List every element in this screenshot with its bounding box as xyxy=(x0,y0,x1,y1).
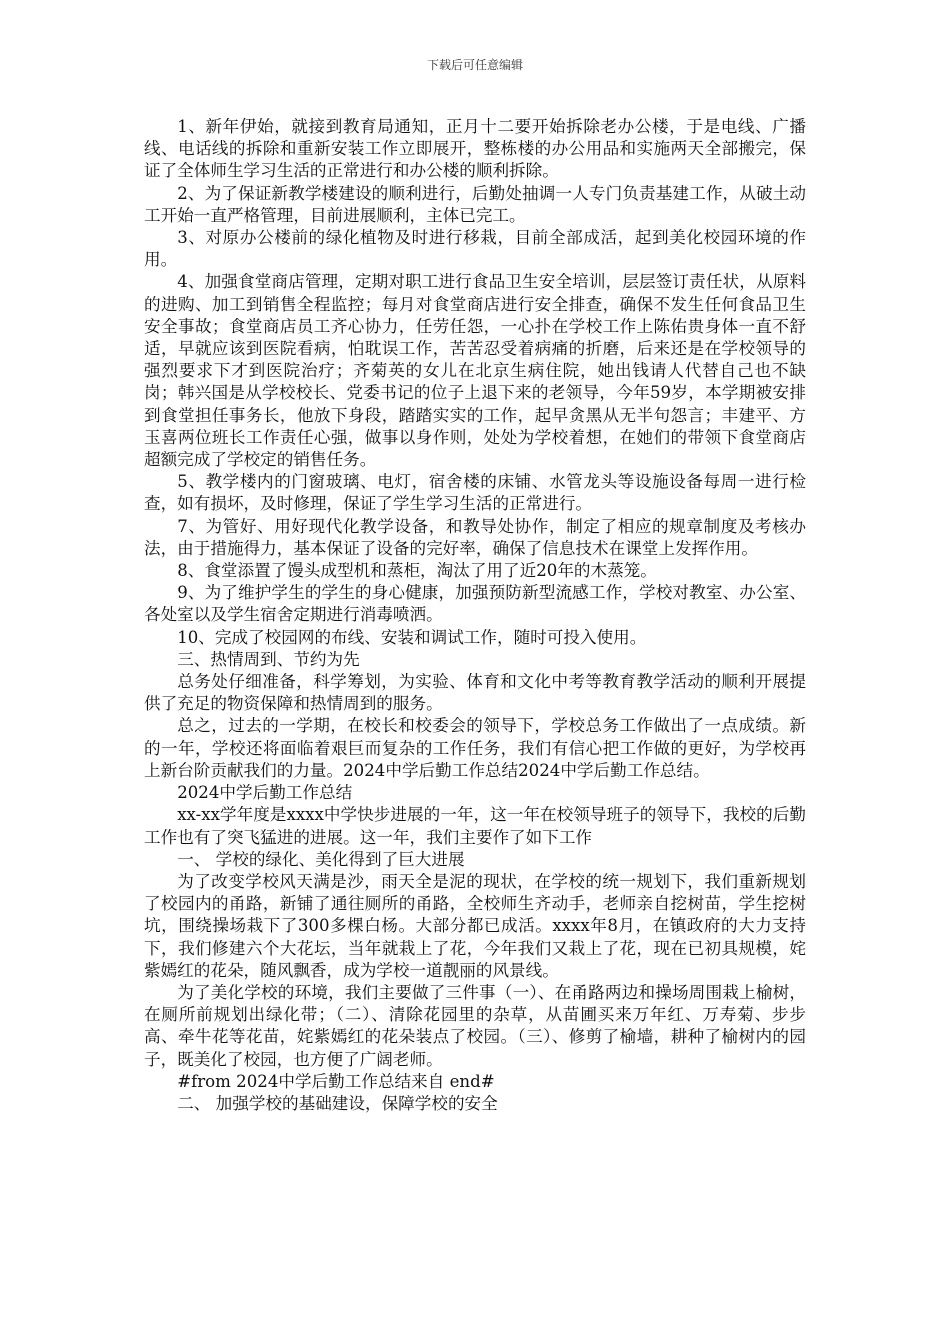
paragraph-conclusion: 总之，过去的一学期，在校长和校委会的领导下，学校总务工作做出了一点成绩。新的一年，学校还将面临着艰巨而复杂的工作任务，我们有信心把工作做的更好，为学校再上新台阶贡献我们的力量。2024中学后勤工作总结2024中学后勤工作总结。 xyxy=(144,716,806,780)
paragraph-item-10: 10、完成了校园网的布线、安装和调试工作，随时可投入使用。 xyxy=(177,627,647,647)
paragraph-item-5: 5、教学楼内的门窗玻璃、电灯，宿舍楼的床铺、水管龙头等设施设备每周一进行检查，如有损坏，及时修理，保证了学生学习生活的正常进行。 xyxy=(144,472,806,514)
source-marker: #from 2024中学后勤工作总结来自 end# xyxy=(177,1071,495,1091)
paragraph-item-8: 8、食堂添置了馒头成型机和蒸柜，淘汰了用了近20年的木蒸笼。 xyxy=(177,561,657,581)
page-header-note: 下载后可任意编辑 xyxy=(426,58,523,72)
paragraph-item-2: 2、为了保证新教学楼建设的顺利进行，后勤处抽调一人专门负责基建工作，从破土动工开始一直严格管理，目前进展顺利，主体已完工。 xyxy=(144,183,806,225)
section-heading-3: 三、热情周到、节约为先 xyxy=(177,649,360,669)
paragraph-item-1: 1、新年伊始，就接到教育局通知，正月十二要开始拆除老办公楼，于是电线、广播线、电话线的拆除和重新安装工作立即展开，整栋楼的办公用品和实施两天全部搬完，保证了全体师生学习生活的正常进行和办公楼的顺利拆除。 xyxy=(144,117,806,181)
paragraph-item-4: 4、加强食堂商店管理，定期对职工进行食品卫生安全培训，层层签订责任状，从原料的进购、加工到销售全程监控；每月对食堂商店进行安全排查，确保不发生任何食品卫生安全事故；食堂商店员工齐心协力，任劳任怨，一心扑在学校工作上陈佑贵身体一直不舒适，早就应该到医院看病，怕耽误工作，苦苦忍受着病痛的折磨，后来还是在学校领导的强烈要求下才到医院治疗；齐菊英的女儿在北京生病住院，她出钱请人代替自己也不缺岗；韩兴国是从学校校长、党委书记的位子上退下来的老领导，今年59岁，本学期被安排到食堂担任事务长，他放下身段，踏踏实实的工作，起早贪黑从无半句怨言；丰建平、方玉喜两位班长工作责任心强，做事以身作则，处处为学校着想，在她们的带领下食堂商店超额完成了学校定的销售任务。 xyxy=(144,272,806,470)
section-heading-2: 二、 加强学校的基础建设，保障学校的安全 xyxy=(177,1093,498,1113)
paragraph-services: 总务处仔细准备，科学筹划，为实验、体育和文化中考等教育教学活动的顺利开展提供了充足的物资保障和热情周到的服务。 xyxy=(144,672,806,714)
paragraph-item-9: 9、为了维护学生的学生的身心健康，加强预防新型流感工作，学校对教室、办公室、各处室以及学生宿舍定期进行消毒喷洒。 xyxy=(144,583,806,625)
section-heading-1: 一、 学校的绿化、美化得到了巨大进展 xyxy=(177,849,465,869)
document-body xyxy=(144,116,806,1115)
paragraph-intro: xx-xx学年度是xxxx中学快步进展的一年，这一年在校领导班子的领导下，我校的后勤工作也有了突飞猛进的进展。这一年，我们主要作了如下工作 xyxy=(144,805,806,847)
paragraph-item-3: 3、对原办公楼前的绿化植物及时进行移栽，目前全部成活，起到美化校园环境的作用。 xyxy=(144,228,806,270)
paragraph-beautify: 为了美化学校的环境，我们主要做了三件事（一）、在甬路两边和操场周围栽上榆树，在厕所前规划出绿化带；（二）、清除花园里的杂草，从苗圃买来万年红、万寿菊、步步高、牵牛花等花苗，姹紫嫣红的花朵装点了校园。（三）、修剪了榆墙，耕种了榆树内的园子，既美化了校园，也方便了广阔老师。 xyxy=(144,982,806,1069)
paragraph-item-7: 7、为管好、用好现代化教学设备，和教导处协作，制定了相应的规章制度及考核办法，由于措施得力，基本保证了设备的完好率，确保了信息技术在课堂上发挥作用。 xyxy=(144,516,806,558)
paragraph-greening: 为了改变学校风天满是沙，雨天全是泥的现状，在学校的统一规划下，我们重新规划了校园内的甬路，新铺了通往厕所的甬路，全校师生齐动手，老师亲自挖树苗，学生挖树坑，围绕操场栽下了300多棵白杨。大部分都已成活。xxxx年8月，在镇政府的大力支持下，我们修建六个大花坛，当年就栽上了花，今年我们又栽上了花，现在已初具规模，姹紫嫣红的花朵，随风飘香，成为学校一道靓丽的风景线。 xyxy=(144,871,806,980)
document-subtitle: 2024中学后勤工作总结 xyxy=(177,783,353,803)
